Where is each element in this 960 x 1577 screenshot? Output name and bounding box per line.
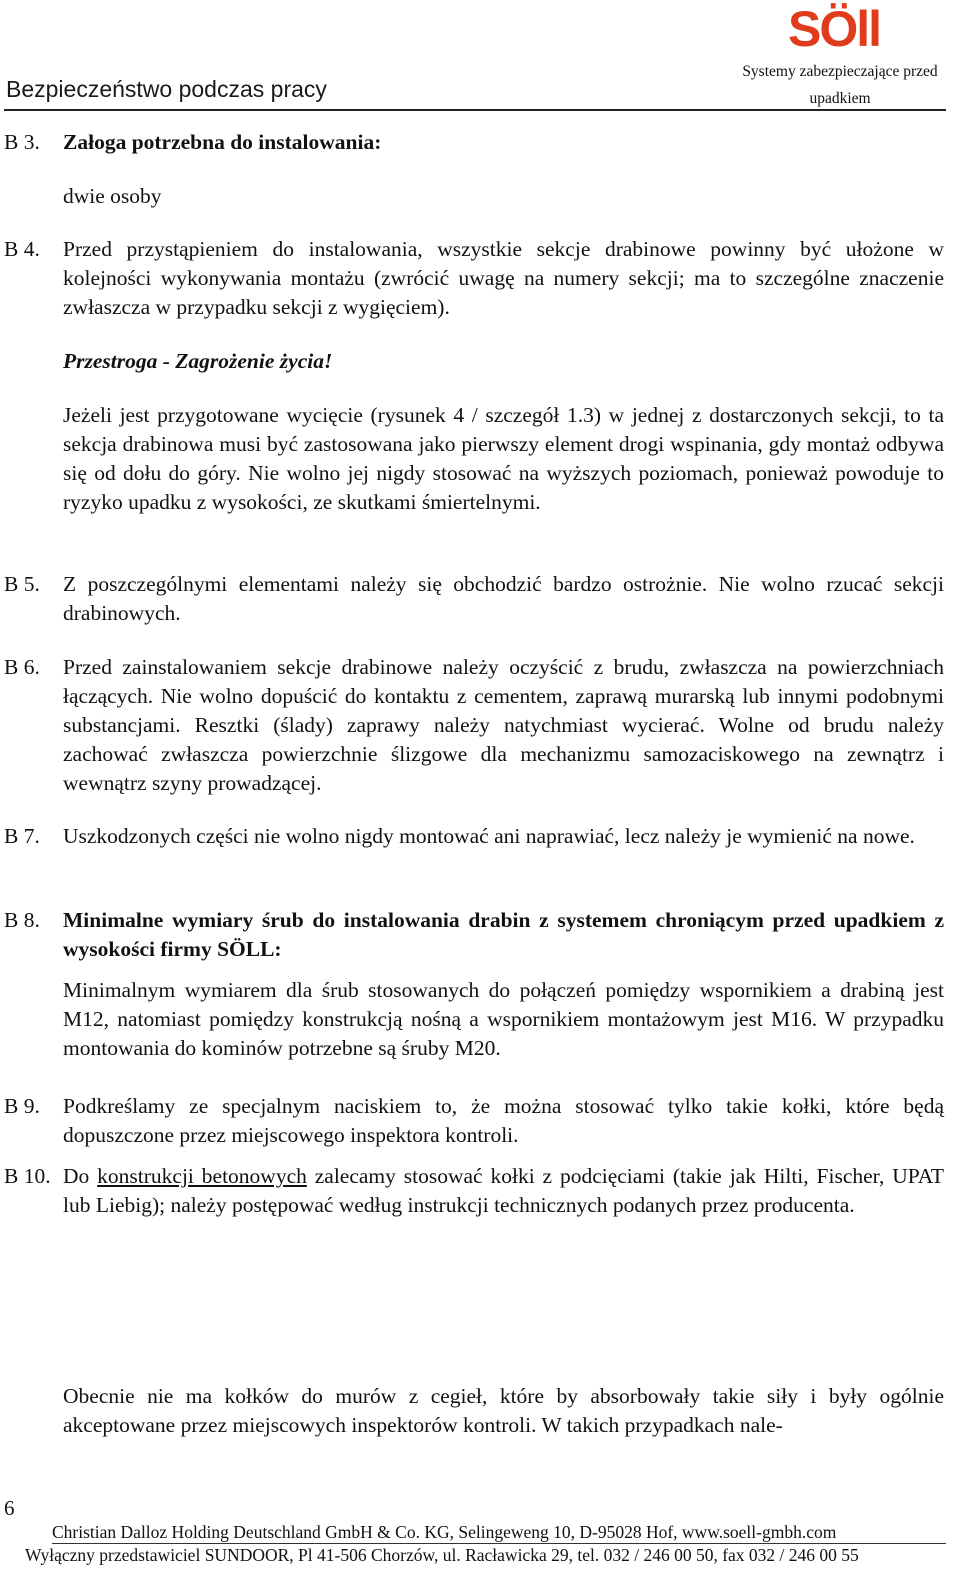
section-text: Przed przystąpieniem do instalowania, wszystkie sekcje drabinowe powinny być ułożone w kolejności wykonywania montażu (zwrócić uwagę na numery sekcji; ma to szczególne znaczenie zwłaszcza w przypadku sekcji z wygięciem). bbox=[63, 237, 944, 319]
section-label: B 5. bbox=[4, 572, 40, 596]
section-text: Z poszczególnymi elementami należy się obchodzić bardzo ostrożnie. Nie wolno rzucać sekcji drabinowych. bbox=[63, 572, 944, 625]
warning-heading: Przestroga - Zagrożenie życia! bbox=[63, 349, 333, 373]
section-label: B 7. bbox=[4, 824, 40, 848]
header-divider bbox=[4, 109, 946, 111]
section-heading: Minimalne wymiary śrub do instalowania drabin z systemem chroniącym przed upadkiem z wysokości firmy SÖLL: bbox=[63, 908, 944, 961]
section-text: Przed zainstalowaniem sekcje drabinowe należy oczyścić z brudu, zwłaszcza na powierzchniach łączących. Nie wolno dopuścić do kontaktu z cementem, zaprawą murarską lub innymi podobnymi substancjami. Resztki (ślady) zaprawy należy natychmiast wycierać. Wolne od brudu należy zachować zwłaszcza powierzchnie ślizgowe dla mechanizmu samozaciskowego na zewnątrz i wewnątrz szyny prowadzącej. bbox=[63, 655, 944, 795]
logo-tagline: Systemy zabezpieczające przed upadkiem bbox=[742, 63, 938, 107]
section-b10 bbox=[4, 1162, 944, 1220]
footer-distributor-line: Wyłączny przedstawiciel SUNDOOR, Pl 41-506 Chorzów, ul. Racławicka 29, tel. 032 / 246 00 50, fax 032 / 246 00 55 bbox=[25, 1545, 859, 1565]
section-b5 bbox=[4, 570, 944, 628]
section-label: B 4. bbox=[4, 237, 40, 261]
text-before: Do bbox=[63, 1164, 98, 1188]
section-b3 bbox=[4, 128, 944, 211]
section-heading: Załoga potrzebna do instalowania: bbox=[63, 130, 382, 154]
section-b8 bbox=[4, 906, 944, 1063]
section-label: B 9. bbox=[4, 1094, 40, 1118]
section-b9 bbox=[4, 1092, 944, 1150]
section-text bbox=[63, 1162, 944, 1220]
footer-divider bbox=[52, 1543, 946, 1544]
section-b4 bbox=[4, 235, 944, 517]
warning-text: Jeżeli jest przygotowane wycięcie (rysunek 4 / szczegół 1.3) w jednej z dostarczonych sekcji, to ta sekcja drabinowa musi być zastosowana jako pierwszy element drogi wspinania, gdy montaż odbywa się od dołu do góry. Nie wolno jej nigdy stosować na wyższych poziomach, ponieważ powoduje to ryzyko upadku z wysokości, ze skutkami śmiertelnymi. bbox=[63, 403, 944, 514]
text-after: zalecamy stosować kołki z podcięciami (takie jak Hilti, Fischer, UPAT lub Liebig); należy postępować według instrukcji technicznych podanych przez producenta. bbox=[63, 1164, 944, 1217]
page-number: 6 bbox=[4, 1496, 15, 1520]
section-b10-continuation bbox=[4, 1382, 944, 1440]
section-label: B 6. bbox=[4, 655, 40, 679]
soll-logo: SÖll bbox=[788, 1, 881, 57]
underlined-text: konstrukcji betonowych bbox=[97, 1164, 307, 1188]
section-label: B 10. bbox=[4, 1164, 51, 1188]
footer-company-line: Christian Dalloz Holding Deutschland GmbH & Co. KG, Selingeweng 10, D-95028 Hof, www.soell-gmbh.com bbox=[52, 1522, 837, 1542]
section-text: Podkreślamy ze specjalnym naciskiem to, że można stosować tylko takie kołki, które będą dopuszczone przez miejscowego inspektora kontroli. bbox=[63, 1094, 944, 1147]
section-text: dwie osoby bbox=[63, 184, 162, 208]
continuation-text: Obecnie nie ma kołków do murów z cegieł, które by absorbowały takie siły i były ogólnie akceptowane przez miejscowych inspektorów kontroli. W takich przypadkach nale- bbox=[63, 1384, 944, 1437]
section-b7 bbox=[4, 822, 944, 851]
section-text: Minimalnym wymiarem dla śrub stosowanych do połączeń pomiędzy wspornikiem a drabiną jest M12, natomiast pomiędzy konstrukcją nośną a wspornikiem montażowym jest M16. W przypadku montowania do kominów potrzebne są śruby M20. bbox=[63, 978, 944, 1060]
page-header-title: Bezpieczeństwo podczas pracy bbox=[6, 76, 327, 102]
section-label: B 3. bbox=[4, 130, 40, 154]
section-label: B 8. bbox=[4, 908, 40, 932]
section-text: Uszkodzonych części nie wolno nigdy montować ani naprawiać, lecz należy je wymienić na nowe. bbox=[63, 824, 915, 848]
section-b6 bbox=[4, 653, 944, 798]
